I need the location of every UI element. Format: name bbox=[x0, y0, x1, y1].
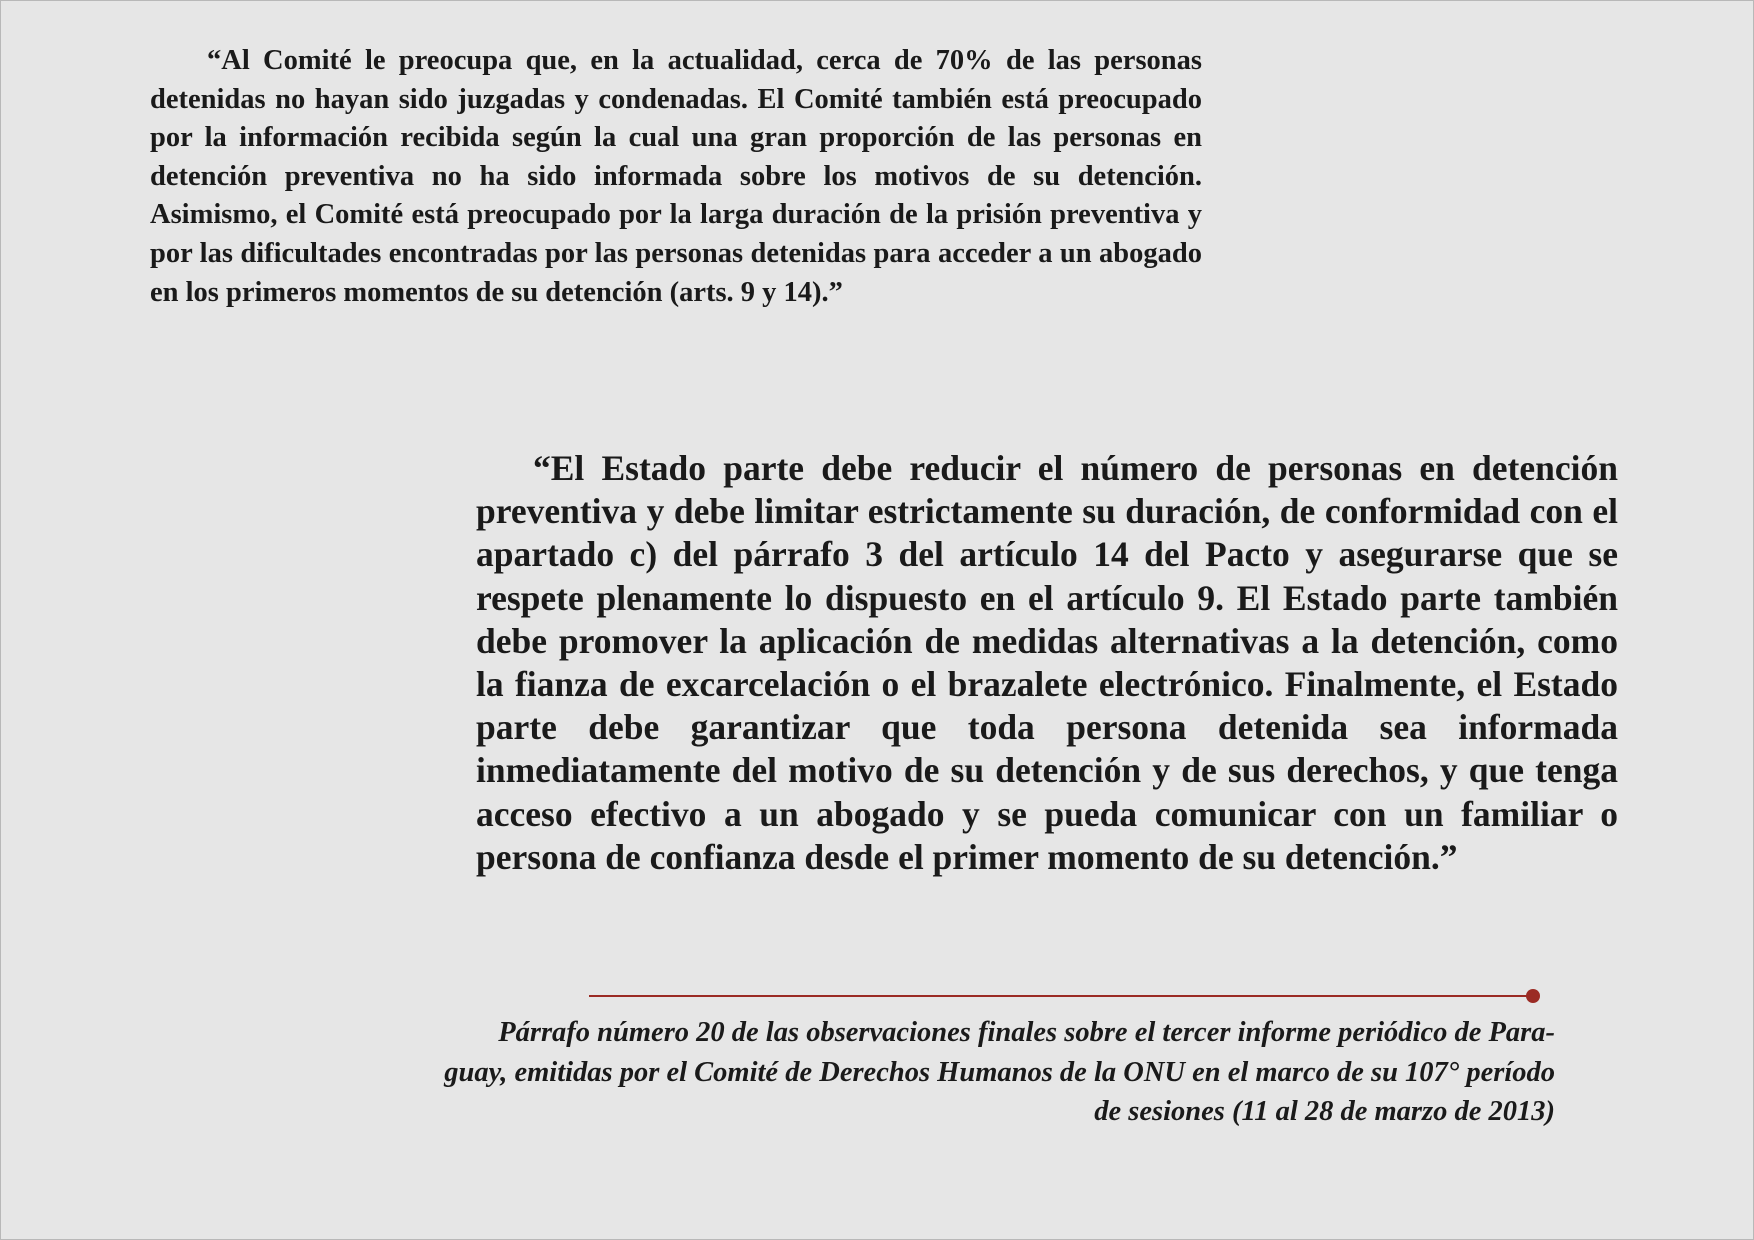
divider-dot bbox=[1526, 989, 1540, 1003]
citation-line-2: guay, emitidas por el Comité de Derechos Humanos de la ONU en el marco de su 107° período bbox=[444, 1056, 1555, 1088]
committee-concern-quote: “Al Comité le preocupa que, en la actualidad, cerca de 70% de las personas detenidas no hayan sido juzgadas y condenadas. El Comité también está preocupado por la información recibida según la cual una gran proporción de las personas en detención preventiva no ha sido informada sobre los motivos de su detención. Asimismo, el Comité está preocupado por la larga duración de la prisión preventiva y por las dificultades encontradas por las personas detenidas para acceder a un abogado en los primeros momentos de su detención (arts. 9 y 14).” bbox=[150, 45, 1202, 308]
divider-rule bbox=[589, 995, 1529, 997]
recommendation-quote: “El Estado parte debe reducir el número de personas en detención preventiva y debe limitar estrictamente su duración, de conformidad con el apartado c) del párrafo 3 del artículo 14 del Pacto y asegurarse que se respete plenamente lo dispuesto en el artículo 9. El Estado parte también debe promover la aplicación de medidas alternativas a la detención, como la fianza de excarcelación o el brazalete electrónico. Finalmente, el Estado parte debe garantizar que toda persona detenida sea informada inmediatamente del motivo de su detención y de sus derechos, y que tenga acceso efectivo a un abogado y se pueda comunicar con un familiar o persona de confianza desde el primer momento de su detención.” bbox=[476, 448, 1618, 877]
citation-line-1: Párrafo número 20 de las observaciones finales sobre el tercer informe periódico de Para- bbox=[498, 1017, 1555, 1048]
citation-line-3: de sesiones (11 al 28 de marzo de 2013) bbox=[1094, 1096, 1555, 1127]
source-citation bbox=[240, 1013, 1555, 1132]
